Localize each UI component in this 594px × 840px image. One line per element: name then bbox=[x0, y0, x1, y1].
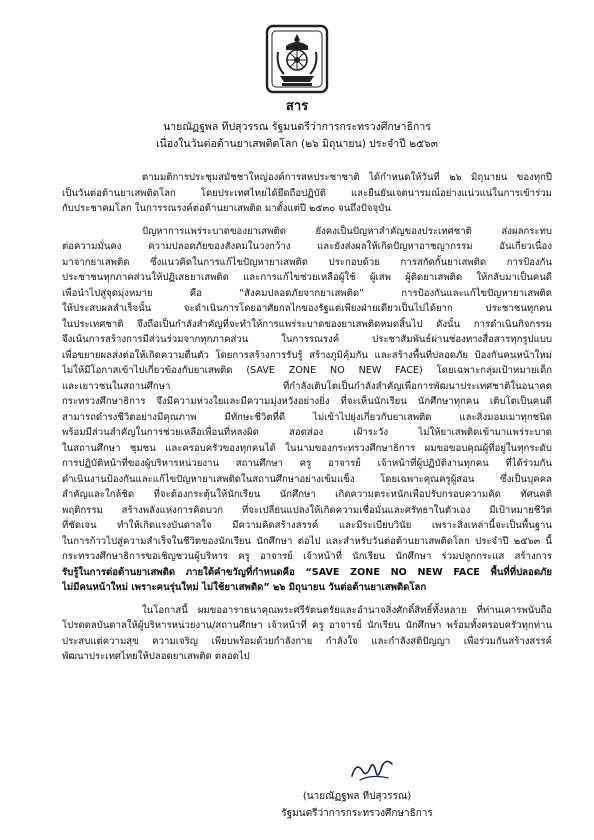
text-line: ต่อความมั่นคง ความปลอดภัยของสังคมในวงกว้าง และยังส่งผลให้เกิดปัญหาอาชญากรรม อันเกี่ยวเนื่อง bbox=[62, 241, 552, 252]
text-line: เพื่อนำไปสู่จุดมุ่งหมาย คือ “สังคมปลอดภัยจากยาเสพติด” การป้องกันและแก้ไขปัญหายาเสพติด bbox=[62, 287, 552, 299]
text-line: และเยาวชนในสถานศึกษา ที่กำลังเติบโตเป็นกำลังสำคัญเพื่อการพัฒนาประเทศชาติในอนาคต bbox=[62, 380, 552, 392]
text-line: ที่ชัดเจน ทำให้เกิดแรงบันดาลใจ มีความคิดสร้างสรรค์ และมีระเบียบวินัย เพราะสิ่งเหล่านี้จะเป็นพื้นฐาน bbox=[62, 520, 552, 531]
text-line: ไม่ให้มีโอกาสเข้าไปเกี่ยวข้องกับยาเสพติด (SAVE ZONE NO NEW FACE) โดยเฉพาะกลุ่มเป้าหมายเด็ก bbox=[62, 365, 552, 376]
slogan-line: รับรู้ในการต่อต้านยาเสพติด ภายใต้คำขวัญที่กำหนดคือ “SAVE ZONE NO NEW FACE พื้นที่ที่ปลอดภัย bbox=[62, 566, 552, 578]
text-line: จึงเน้นการสร้างการมีส่วนร่วมจากทุกภาคส่วน ในการรณรงค์ ประชาสัมพันธ์ผ่านช่องทางสื่อสารทุกรูปแบบ bbox=[62, 334, 552, 345]
text-line: ตามมติการประชุมสมัชชาใหญ่องค์การสหประชาชาติ ได้กำหนดให้วันที่ ๒๖ มิถุนายน ของทุกปี bbox=[142, 172, 552, 183]
text-line: โปรดดลบันดาลให้ผู้บริหารหน่วยงาน/สถานศึกษา เจ้าหน้าที่ ครู อาจารย์ นักเรียน นักศึกษา พร้อมทั้งครอบครัวทุกท่าน bbox=[62, 620, 552, 631]
text-line: ปัญหาการแพร่ระบาดของยาเสพติด ยังคงเป็นปัญหาสำคัญของประเทศชาติ ส่งผลกระทบ bbox=[142, 225, 552, 237]
text-line: ในโอกาสนี้ ผมขออาราธนาคุณพระศรีรัตนตรัยและอำนาจสิ่งศักดิ์สิทธิ์ทั้งหลาย ที่ท่านเคารพนับถือ bbox=[142, 604, 552, 616]
text-line: ในประเทศชาติ จึงถือเป็นกำลังสำคัญที่จะทำให้การแพร่ระบาดของยาเสพติดหมดสิ้นไป ดังนั้น การดำเนินกิจกรรม bbox=[62, 318, 552, 330]
ministry-emblem-icon bbox=[262, 22, 332, 96]
text-line: เป็นวันต่อต้านยาเสพติดโลก โดยประเทศไทยได้ยึดถือปฏิบัติ และยืนยันเจตนารมณ์อย่างแน่วแน่ในการเข้าร่วม bbox=[62, 187, 552, 199]
text-line: การปฏิบัติหน้าที่ของผู้บริหารหน่วยงาน สถานศึกษา ครู อาจารย์ เจ้าหน้าที่ผู้ปฏิบัติงานทุกคน ที่ได้ร่วมกัน bbox=[62, 458, 552, 469]
text-line: ประชาชนทุกภาคส่วนให้ปฏิเสธยาเสพติด และการแก้ไขช่วยเหลือผู้ใช้ ผู้เสพ ผู้ติดยาเสพติด ให้กลับมาเป็นคนดี bbox=[62, 272, 552, 283]
slogan-line: ไม่มีคนหน้าใหม่ เพราะคนรุ่นใหม่ ไม่ใช้ยาเสพติด” ๒๖ มิถุนายน วันต่อต้านยาเสพติดโลก bbox=[62, 582, 427, 593]
text-line: ประสบแต่ความสุข ความเจริญ เพียบพร้อมด้วยกำลังกาย กำลังใจ และกำลังสติปัญญา เพื่อร่วมกันสร้างสรรค์ bbox=[62, 635, 552, 647]
text-line: ให้ประสบผลสำเร็จนั้น จะดำเนินการโดยอาศัยกลไกของรัฐแต่เพียงฝ่ายเดียวเป็นไปได้ยาก ประชาชนทุกคน bbox=[62, 303, 552, 314]
text-line: ดำเนินงานป้องกันและแก้ไขปัญหายาเสพติดในสถานศึกษาอย่างเข้มแข็ง โดยเฉพาะคุณครูผู้สอน ซึ่งเป็นบุคคล bbox=[62, 473, 552, 485]
author-line: นายณัฏฐพล ทีปสุวรรณ รัฐมนตรีว่าการกระทรวงศึกษาธิการ bbox=[163, 121, 431, 133]
signatory-name: (นายณัฏฐพล ทีปสุวรรณ) bbox=[302, 791, 412, 802]
text-line: กระทรวงศึกษาธิการขอเชิญชวนผู้บริหาร ครู อาจารย์ เจ้าหน้าที่ นักเรียน นักศึกษา ร่วมปลูกกระแส สร้างการ bbox=[62, 551, 552, 562]
text-line: พฤติกรรม สร้างพลังแห่งการคิดบวก ที่จะเปลี่ยนแปลงให้เกิดความเชื่อมั่นและศรัทธาในตัวเอง มีเป้าหมายชีวิต bbox=[62, 504, 552, 516]
handwritten-signature-icon bbox=[348, 756, 398, 786]
document-title: สาร bbox=[285, 99, 309, 114]
occasion-line: เนื่องในวันต่อต้านยาเสพติดโลก (๒๖ มิถุนายน) ประจำปี ๒๕๖๓ bbox=[156, 138, 438, 150]
text-line: กระทรวงศึกษาธิการ จึงมีความห่วงใยและมีความมุ่งหวังอย่างยิ่ง ที่จะเห็นนักเรียน นักศึกษาทุกคน เติบโตเป็นคนดี bbox=[62, 396, 552, 407]
text-line: เพื่อขยายผลส่งต่อให้เกิดความตื่นตัว โดยการสร้างการรับรู้ สร้างภูมิคุ้มกัน และสร้างพื้นที่ปลอดภัย ป้องกันคนหน้าใหม่ bbox=[62, 349, 552, 361]
text-line: มาจากยาเสพติด ซึ่งแนวคิดในการแก้ไขปัญหายาเสพติด ประกอบด้วย การสกัดกั้นยาเสพติด การป้องกัน bbox=[62, 256, 552, 268]
paragraph-2 bbox=[62, 224, 552, 596]
signatory-position: รัฐมนตรีว่าการกระทรวงศึกษาธิการ bbox=[281, 808, 433, 819]
paragraph-3 bbox=[62, 603, 552, 665]
text-line: กับประชาคมโลก ในการรณรงค์ต่อต้านยาเสพติด มาตั้งแต่ปี ๒๕๓๐ จนถึงปัจจุบัน bbox=[62, 203, 391, 214]
text-line: ในการก้าวไปสู่ความสำเร็จในชีวิตของนักเรียน นักศึกษา ต่อไป และสำหรับวันต่อต้านยาเสพติดโลก ประจำปี ๒๕๖๓ นี้ bbox=[62, 535, 552, 547]
text-line: สำคัญและใกล้ชิด ที่จะต้องกระตุ้นให้นักเรียน นักศึกษา เกิดความตระหนักเพื่อปรับกรอบความคิด ทัศนคติ bbox=[62, 489, 552, 500]
text-line: พร้อมมีส่วนสำคัญในการช่วยเหลือเพื่อนที่หลงผิด สอดส่อง เฝ้าระวัง ไม่ให้ยาเสพติดเข้ามาแพร่ระบาด bbox=[62, 427, 552, 438]
paragraph-1 bbox=[62, 170, 552, 217]
text-line: ในสถานศึกษา ชุมชน และครอบครัวของทุกคนได้ ในนามของกระทรวงศึกษาธิการ ผมขอขอบคุณผู้ที่อยู่ในทุกระดับ bbox=[62, 442, 552, 454]
text-line: พัฒนาประเทศไทยให้ปลอดยาเสพติด ตลอดไป bbox=[62, 651, 250, 662]
text-line: สามารถดำรงชีวิตอย่างมีคุณภาพ มีทักษะชีวิตที่ดี ไม่เข้าไปยุ่งเกี่ยวกับยาเสพติด และสิ่งมอมเมาทุกชนิด bbox=[62, 411, 552, 423]
letter-body bbox=[62, 170, 552, 665]
